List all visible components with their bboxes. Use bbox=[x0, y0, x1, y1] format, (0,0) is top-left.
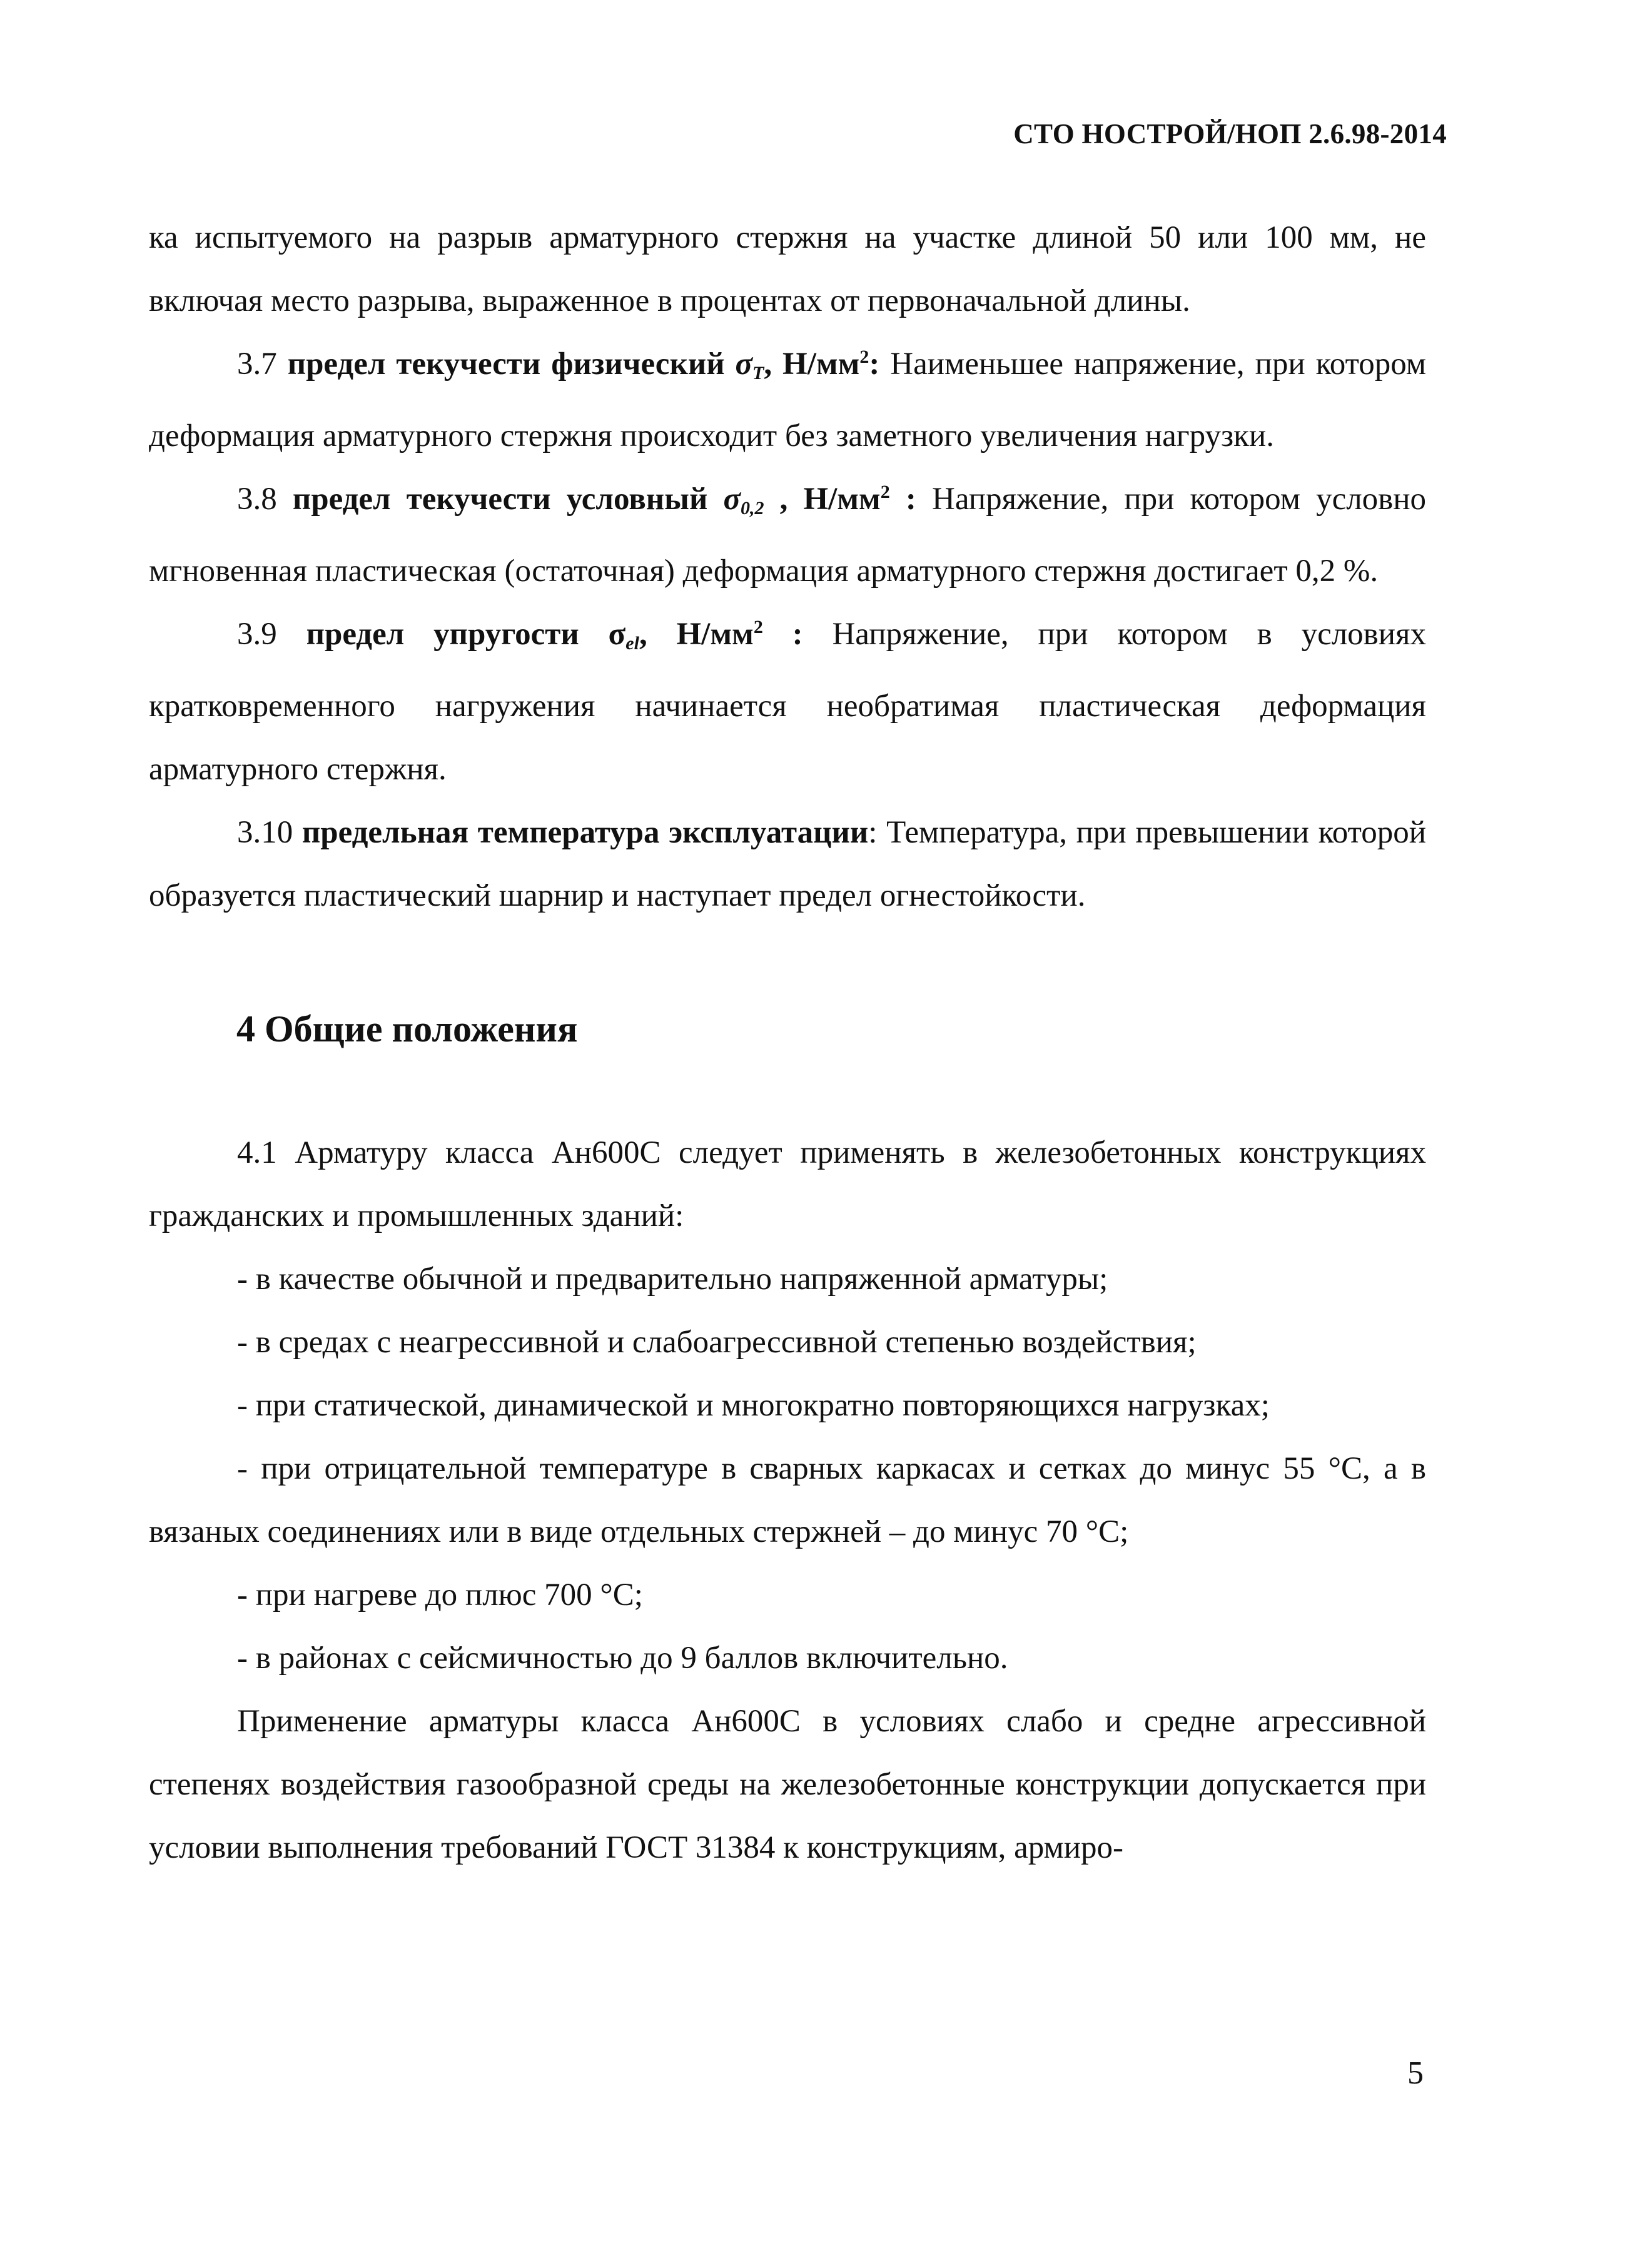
symbol: $\sigma_{0,2}$ bbox=[723, 482, 764, 519]
page-body bbox=[149, 206, 1426, 1880]
paragraph-3-10 bbox=[149, 801, 1426, 928]
unit: , $Н/мм^2$ : bbox=[764, 482, 916, 517]
symbol: $\sigma_T$ bbox=[735, 347, 764, 383]
section-heading: 4 Общие положения bbox=[236, 1008, 578, 1050]
unit: , $Н/мм^2$ : bbox=[639, 617, 803, 652]
unit: , $Н/мм^2$: bbox=[764, 347, 880, 382]
term: предельная температура эксплуатации bbox=[301, 815, 869, 850]
definition: Напряжение, при котором условно мгновенная пластическая (остаточная) деформация арматурного стержня достигает 0,2 %. bbox=[149, 482, 1427, 589]
definition: Напряжение, при котором в условиях кратковременного нагружения начинается необратимая пластическая деформация арматурного стержня. bbox=[149, 617, 1426, 787]
term: предел упругости bbox=[306, 617, 579, 652]
list-item: - при статической, динамической и многократно повторяющихся нагрузках; bbox=[237, 1388, 1270, 1423]
definition: Температура, при превышении которой образуется пластический шарнир и наступает предел огнестойкости. bbox=[149, 815, 1426, 913]
definition: Наименьшее напряжение, при котором деформация арматурного стержня происходит без заметного увеличения нагрузки. bbox=[149, 347, 1427, 453]
clause-number: 3.10 bbox=[237, 815, 293, 850]
document-code-header: СТО НОСТРОЙ/НОП 2.6.98-2014 bbox=[1013, 118, 1447, 149]
symbol: $\sigma_{el}$ bbox=[608, 617, 639, 654]
paragraph-application: Применение арматуры класса Ан600С в условиях слабо и средне агрессивной степенях воздействия газообразной среды на железобетонные конструкции допускается при условии выполнения требований ГОСТ 31384 к конструкциям, армиро- bbox=[149, 1704, 1426, 1865]
clause-number: 3.9 bbox=[237, 617, 277, 652]
paragraph-3-9 bbox=[149, 603, 1426, 801]
colon: : bbox=[868, 815, 878, 850]
clause-number: 3.8 bbox=[237, 482, 277, 517]
list-item: - в средах с неагрессивной и слабоагрессивной степенью воздействия; bbox=[237, 1325, 1197, 1360]
term: предел текучести физический bbox=[287, 347, 725, 382]
list-item: - при отрицательной температуре в сварных каркасах и сетках до минус 55 °С, а в вязаных соединениях или в виде отдельных стержней – до минус 70 °С; bbox=[149, 1451, 1426, 1549]
paragraph-3-6-continuation: ка испытуемого на разрыв арматурного стержня на участке длиной 50 или 100 мм, не включая место разрыва, выраженное в процентах от первоначальной длины. bbox=[149, 220, 1426, 318]
paragraph-3-8 bbox=[149, 468, 1426, 603]
list-item: - при нагреве до плюс 700 °С; bbox=[237, 1577, 643, 1612]
term: предел текучести условный bbox=[292, 482, 708, 517]
list-item: - в качестве обычной и предварительно напряженной арматуры; bbox=[237, 1262, 1108, 1297]
paragraph-3-7 bbox=[149, 333, 1426, 468]
paragraph-4-1: 4.1 Арматуру класса Ан600С следует применять в железобетонных конструкциях гражданских и промышленных зданий: bbox=[149, 1135, 1426, 1233]
list-item: - в районах с сейсмичностью до 9 баллов включительно. bbox=[237, 1641, 1008, 1676]
page-number: 5 bbox=[1407, 2055, 1424, 2091]
clause-number: 3.7 bbox=[237, 347, 277, 382]
